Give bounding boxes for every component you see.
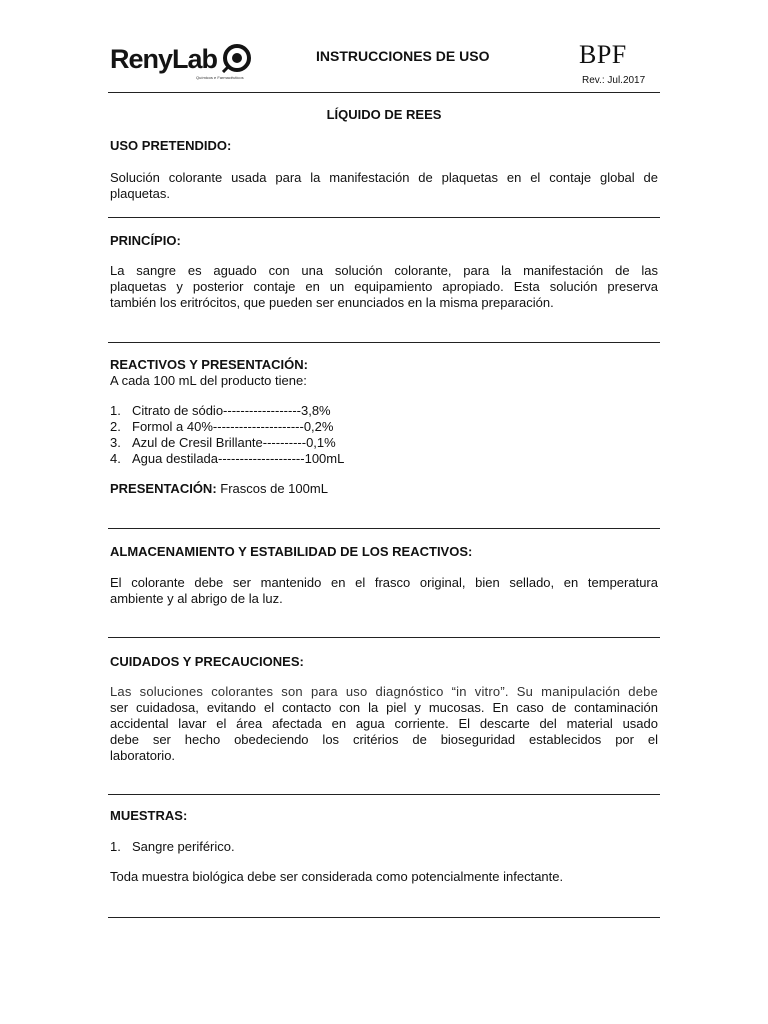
divider <box>108 342 660 343</box>
renylab-logo <box>110 44 260 84</box>
text-line: plaquetas. <box>110 186 170 201</box>
text-line: Las soluciones colorantes son para uso diagnóstico “in vitro”. Su manipulación debe <box>110 684 658 699</box>
heading-muestras: MUESTRAS: <box>110 808 188 823</box>
paragraph-uso-pretendido <box>110 170 658 202</box>
muestras-note: Toda muestra biológica debe ser considerada como potencialmente infectante. <box>110 869 564 884</box>
list-item <box>110 435 344 451</box>
presentacion-line <box>110 481 328 497</box>
presentacion-label: PRESENTACIÓN: <box>110 481 217 496</box>
heading-reactivos: REACTIVOS Y PRESENTACIÓN: <box>110 357 308 372</box>
text-line: accidental lavar el área afectada en agua corriente. El descarte del material usado <box>110 716 658 731</box>
item-number: 1. <box>110 839 121 854</box>
item-number: 2. <box>110 419 121 434</box>
header-title: INSTRUCCIONES DE USO <box>316 48 490 64</box>
item-text: Citrato de sódio------------------3,8% <box>132 403 331 418</box>
divider <box>108 917 660 918</box>
text-line: debe ser hecho obedeciendo los critérios de bioseguridad establecidos por el <box>110 732 658 747</box>
divider <box>108 217 660 218</box>
item-text: Formol a 40%---------------------0,2% <box>132 419 334 434</box>
item-text: Sangre periférico. <box>132 839 235 854</box>
heading-almacenamiento: ALMACENAMIENTO Y ESTABILIDAD DE LOS REACTIVOS: <box>110 544 473 559</box>
heading-cuidados: CUIDADOS Y PRECAUCIONES: <box>110 654 304 669</box>
item-text: Azul de Cresil Brillante----------0,1% <box>132 435 336 450</box>
text-line: El colorante debe ser mantenido en el frasco original, bien sellado, en temperatura <box>110 575 658 590</box>
text-line: laboratorio. <box>110 748 176 763</box>
text-line: La sangre es aguado con una solución colorante, para la manifestación de las <box>110 263 658 278</box>
text-line: también los eritrócitos, que pueden ser enunciados en la misma preparación. <box>110 295 554 310</box>
doc-code: BPF <box>579 40 627 69</box>
reagent-list <box>110 403 344 467</box>
divider <box>108 637 660 638</box>
heading-principio: PRINCÍPIO: <box>110 233 181 248</box>
divider <box>108 528 660 529</box>
presentacion-value: Frascos de 100mL <box>216 481 328 496</box>
paragraph-cuidados <box>110 684 658 764</box>
divider <box>108 794 660 795</box>
item-number: 3. <box>110 435 121 450</box>
heading-uso-pretendido: USO PRETENDIDO: <box>110 138 232 153</box>
text-line: ambiente y al abrigo de la luz. <box>110 591 283 606</box>
list-item <box>110 451 344 467</box>
paragraph-almacenamiento <box>110 575 658 607</box>
text-line: Solución colorante usada para la manifestación de plaquetas en el contaje global de <box>110 170 658 185</box>
list-item <box>110 403 344 419</box>
item-number: 4. <box>110 451 121 466</box>
logo-text: RenyLab <box>110 44 218 74</box>
item-text: Agua destilada--------------------100mL <box>132 451 345 466</box>
divider <box>108 92 660 93</box>
text-line: plaquetas y posterior contaje en un equipamiento apropiado. Esta solución preserva <box>110 279 658 294</box>
list-item <box>110 419 344 435</box>
text-line: ser cuidadosa, evitando el contacto con la piel y mucosas. En caso de contaminación <box>110 700 658 715</box>
item-number: 1. <box>110 403 121 418</box>
reactivos-intro: A cada 100 mL del producto tiene: <box>110 373 307 388</box>
logo-mark-icon <box>222 43 252 73</box>
list-item <box>110 839 235 855</box>
logo-subtext: Químicos e Farmacêuticos <box>196 75 244 80</box>
paragraph-principio <box>110 263 658 311</box>
document-title: LÍQUIDO DE REES <box>326 107 442 122</box>
revision-label: Rev.: Jul.2017 <box>582 75 646 86</box>
